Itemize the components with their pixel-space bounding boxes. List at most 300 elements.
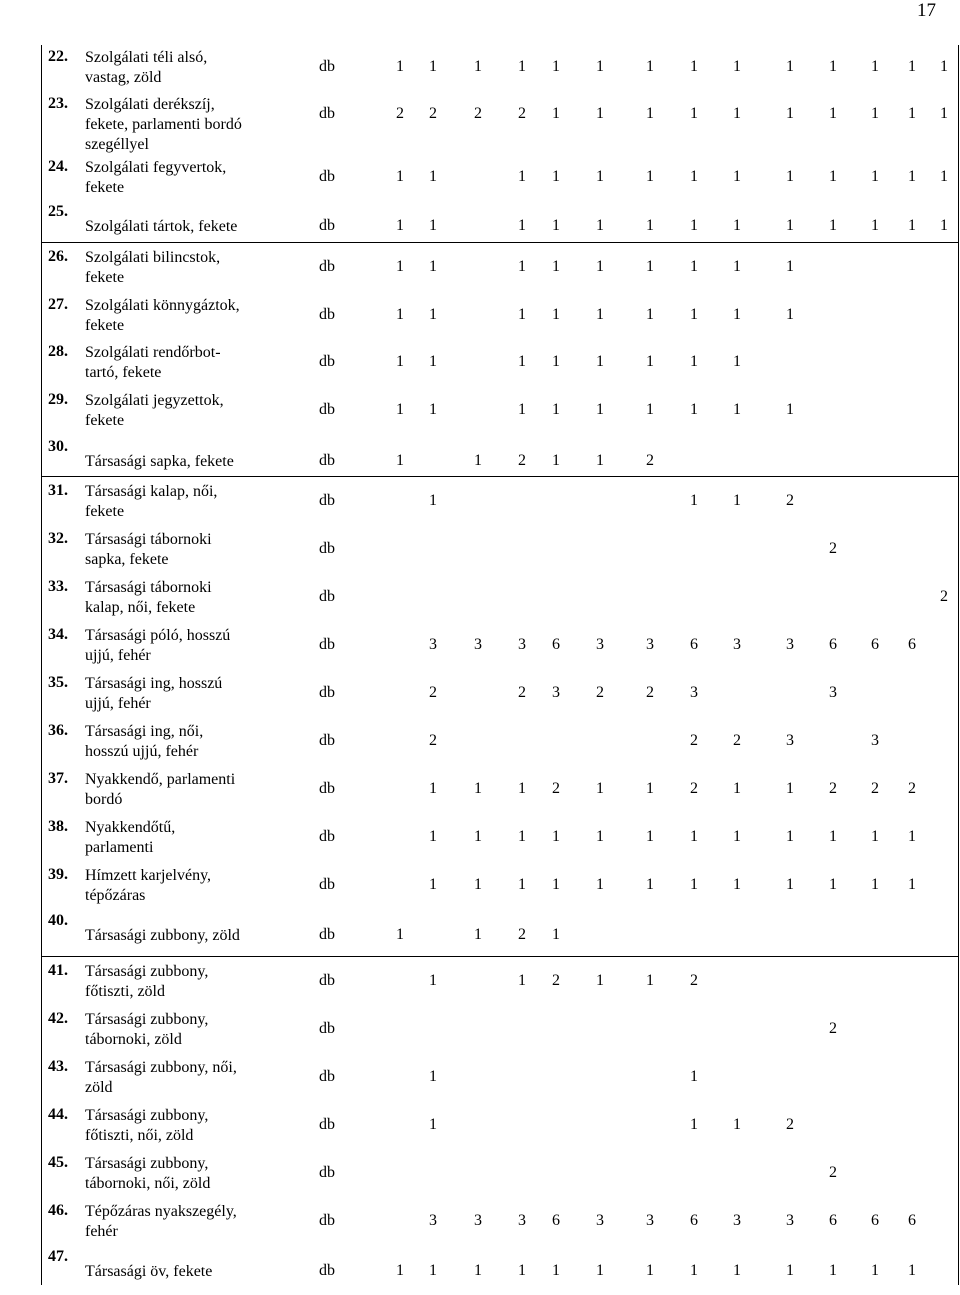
quantity-cell: 1 [733,105,741,122]
quantity-cell: 1 [786,828,794,845]
description-line: szegéllyel [85,136,149,153]
quantity-cell: 3 [518,636,526,653]
quantity-cell: 1 [646,105,654,122]
description-line: ujjú, fehér [85,695,151,712]
quantity-cell: 1 [596,401,604,418]
quantity-cell: 2 [829,540,837,557]
quantity-cell: 1 [518,1262,526,1279]
row-number: 44. [48,1106,68,1123]
quantity-cell: 1 [552,876,560,893]
quantity-cell: 1 [429,258,437,275]
quantity-cell: 1 [690,306,698,323]
quantity-cell: 3 [786,732,794,749]
quantity-cell: 2 [518,926,526,943]
quantity-cell: 3 [596,1212,604,1229]
quantity-cell: 1 [429,828,437,845]
description-line: fekete [85,269,125,286]
quantity-cell: 1 [871,58,879,75]
quantity-cell: 1 [829,876,837,893]
quantity-cell: 1 [646,353,654,370]
quantity-cell: 3 [733,1212,741,1229]
quantity-cell: 1 [908,876,916,893]
quantity-cell: 2 [429,732,437,749]
row-number: 42. [48,1010,68,1027]
description-line: tábornoki, női, zöld [85,1175,211,1192]
unit-label: db [319,1068,335,1085]
row-number: 27. [48,296,68,313]
quantity-cell: 1 [552,105,560,122]
quantity-cell: 1 [518,217,526,234]
quantity-cell: 1 [690,353,698,370]
row-number: 28. [48,343,68,360]
quantity-cell: 1 [429,168,437,185]
unit-label: db [319,828,335,845]
quantity-cell: 2 [552,780,560,797]
description-line: Társasági ing, női, [85,723,204,740]
quantity-cell: 1 [552,306,560,323]
unit-label: db [319,168,335,185]
quantity-cell: 1 [733,1262,741,1279]
quantity-cell: 6 [871,636,879,653]
quantity-cell: 2 [829,1020,837,1037]
item-description [85,866,211,906]
description-line: Társasági öv, fekete [85,1263,213,1280]
quantity-cell: 1 [596,452,604,469]
row-number: 34. [48,626,68,643]
quantity-cell: 1 [518,876,526,893]
quantity-cell: 1 [829,58,837,75]
description-line: tábornoki, zöld [85,1031,182,1048]
item-description [85,1154,210,1194]
quantity-cell: 1 [733,828,741,845]
quantity-cell: 1 [396,452,404,469]
row-number: 35. [48,674,68,691]
quantity-cell: 2 [474,105,482,122]
quantity-cell: 1 [646,1262,654,1279]
quantity-cell: 1 [690,828,698,845]
description-line: Szolgálati jegyzettok, [85,392,224,409]
quantity-cell: 1 [829,168,837,185]
quantity-cell: 1 [829,105,837,122]
quantity-cell: 1 [908,828,916,845]
description-line: zöld [85,1079,113,1096]
quantity-cell: 1 [733,306,741,323]
table-border [958,45,959,1285]
quantity-cell: 1 [596,828,604,845]
quantity-cell: 1 [396,926,404,943]
row-number: 23. [48,95,68,112]
description-line: Nyakkendő, parlamenti [85,771,236,788]
description-line: Szolgálati fegyvertok, [85,159,227,176]
quantity-cell: 1 [474,452,482,469]
quantity-cell: 1 [690,876,698,893]
unit-label: db [319,306,335,323]
quantity-cell: 1 [429,353,437,370]
quantity-cell: 3 [474,636,482,653]
quantity-cell: 3 [786,636,794,653]
unit-label: db [319,780,335,797]
quantity-cell: 1 [733,492,741,509]
quantity-cell: 3 [474,1212,482,1229]
page-number: 17 [917,0,936,21]
quantity-cell: 2 [690,780,698,797]
description-line: parlamenti [85,839,154,856]
quantity-cell: 3 [690,684,698,701]
description-line: Társasági kalap, női, [85,483,218,500]
quantity-cell: 1 [596,105,604,122]
row-number: 25. [48,203,68,220]
quantity-cell: 1 [690,58,698,75]
description-line: Társasági zubbony, női, [85,1059,237,1076]
quantity-cell: 1 [596,972,604,989]
quantity-cell: 1 [596,876,604,893]
unit-label: db [319,732,335,749]
quantity-cell: 1 [786,306,794,323]
description-line: fekete [85,503,125,520]
row-number: 46. [48,1202,68,1219]
quantity-cell: 1 [646,306,654,323]
description-line: főtiszti, női, zöld [85,1127,194,1144]
row-number: 39. [48,866,68,883]
item-description [85,158,226,198]
quantity-cell: 1 [429,306,437,323]
quantity-cell: 3 [429,1212,437,1229]
unit-label: db [319,1212,335,1229]
quantity-cell: 6 [552,636,560,653]
quantity-cell: 1 [552,401,560,418]
quantity-cell: 1 [871,828,879,845]
quantity-cell: 1 [596,58,604,75]
unit-label: db [319,217,335,234]
quantity-cell: 2 [829,1164,837,1181]
quantity-cell: 1 [690,1116,698,1133]
quantity-cell: 1 [552,353,560,370]
quantity-cell: 1 [474,828,482,845]
quantity-cell: 1 [786,258,794,275]
item-description [85,1202,237,1242]
quantity-cell: 1 [646,828,654,845]
quantity-cell: 1 [786,168,794,185]
quantity-cell: 6 [829,1212,837,1229]
description-line: fehér [85,1223,118,1240]
item-description [85,674,222,714]
quantity-cell: 1 [518,353,526,370]
description-line: fekete [85,179,125,196]
quantity-cell: 1 [596,258,604,275]
quantity-cell: 1 [429,1116,437,1133]
quantity-cell: 6 [690,636,698,653]
unit-label: db [319,636,335,653]
quantity-cell: 1 [396,168,404,185]
quantity-cell: 6 [552,1212,560,1229]
row-number: 26. [48,248,68,265]
quantity-cell: 1 [552,452,560,469]
quantity-cell: 3 [518,1212,526,1229]
quantity-cell: 2 [646,452,654,469]
quantity-cell: 1 [871,217,879,234]
quantity-cell: 1 [596,217,604,234]
description-line: Szolgálati téli alsó, [85,49,208,66]
description-line: Társasági sapka, fekete [85,453,234,470]
unit-label: db [319,972,335,989]
description-line: Társasági tábornoki [85,579,212,596]
quantity-cell: 1 [396,58,404,75]
quantity-cell: 2 [829,780,837,797]
quantity-cell: 1 [552,1262,560,1279]
unit-label: db [319,684,335,701]
description-line: hosszú ujjú, fehér [85,743,199,760]
item-description [85,1106,208,1146]
row-number: 45. [48,1154,68,1171]
quantity-cell: 2 [646,684,654,701]
quantity-cell: 1 [429,401,437,418]
quantity-cell: 2 [518,105,526,122]
item-description [85,1262,212,1282]
quantity-cell: 1 [786,58,794,75]
quantity-cell: 1 [908,58,916,75]
block-separator [41,242,959,243]
quantity-cell: 1 [690,105,698,122]
item-description [85,770,235,810]
quantity-cell: 2 [518,452,526,469]
quantity-cell: 2 [786,492,794,509]
quantity-cell: 3 [596,636,604,653]
quantity-cell: 1 [518,780,526,797]
item-description [85,626,230,666]
quantity-cell: 1 [518,58,526,75]
item-description [85,482,217,522]
quantity-cell: 2 [429,684,437,701]
unit-label: db [319,353,335,370]
description-line: Tépőzáras nyakszegély, [85,1203,237,1220]
quantity-cell: 1 [690,1068,698,1085]
description-line: Szolgálati könnygáztok, [85,297,240,314]
quantity-cell: 1 [474,780,482,797]
quantity-cell: 1 [908,105,916,122]
quantity-cell: 1 [786,401,794,418]
quantity-cell: 1 [908,1262,916,1279]
description-line: főtiszti, zöld [85,983,165,1000]
quantity-cell: 1 [646,58,654,75]
quantity-cell: 1 [429,876,437,893]
description-line: Szolgálati tártok, fekete [85,218,238,235]
quantity-cell: 1 [908,168,916,185]
unit-label: db [319,1020,335,1037]
quantity-cell: 1 [474,58,482,75]
table-border [41,45,42,1285]
quantity-cell: 1 [474,1262,482,1279]
item-description [85,217,237,237]
quantity-cell: 1 [733,353,741,370]
item-description [85,452,234,472]
quantity-cell: 1 [552,258,560,275]
unit-label: db [319,588,335,605]
quantity-cell: 1 [733,58,741,75]
unit-label: db [319,876,335,893]
quantity-cell: 1 [518,972,526,989]
description-line: ujjú, fehér [85,647,151,664]
quantity-cell: 2 [429,105,437,122]
quantity-cell: 1 [646,780,654,797]
quantity-cell: 1 [396,1262,404,1279]
quantity-cell: 1 [396,217,404,234]
row-number: 47. [48,1248,68,1265]
unit-label: db [319,401,335,418]
quantity-cell: 1 [596,306,604,323]
row-number: 33. [48,578,68,595]
quantity-cell: 1 [908,217,916,234]
item-description [85,530,212,570]
item-description [85,296,240,336]
item-description [85,926,240,946]
quantity-cell: 6 [871,1212,879,1229]
quantity-cell: 6 [908,636,916,653]
description-line: vastag, zöld [85,69,162,86]
description-line: Szolgálati derékszíj, [85,96,215,113]
quantity-cell: 6 [908,1212,916,1229]
quantity-cell: 1 [871,105,879,122]
row-number: 38. [48,818,68,835]
description-line: Nyakkendőtű, [85,819,176,836]
quantity-cell: 1 [646,401,654,418]
quantity-cell: 1 [871,876,879,893]
quantity-cell: 1 [733,401,741,418]
quantity-cell: 1 [940,105,948,122]
quantity-cell: 1 [646,876,654,893]
quantity-cell: 1 [786,780,794,797]
quantity-cell: 1 [786,1262,794,1279]
description-line: Társasági póló, hosszú [85,627,231,644]
unit-label: db [319,452,335,469]
quantity-cell: 6 [829,636,837,653]
quantity-cell: 1 [733,876,741,893]
quantity-cell: 1 [552,168,560,185]
description-line: tépőzáras [85,887,146,904]
quantity-cell: 1 [429,492,437,509]
quantity-cell: 1 [429,58,437,75]
quantity-cell: 1 [596,780,604,797]
description-line: bordó [85,791,123,808]
unit-label: db [319,540,335,557]
quantity-cell: 2 [596,684,604,701]
item-description [85,248,220,288]
item-description [85,1010,208,1050]
quantity-cell: 1 [829,217,837,234]
description-line: Társasági tábornoki [85,531,212,548]
quantity-cell: 3 [733,636,741,653]
quantity-cell: 1 [690,168,698,185]
quantity-cell: 1 [690,1262,698,1279]
quantity-cell: 1 [690,258,698,275]
quantity-cell: 2 [871,780,879,797]
quantity-cell: 1 [396,306,404,323]
quantity-cell: 1 [518,401,526,418]
quantity-cell: 1 [940,168,948,185]
quantity-cell: 1 [552,926,560,943]
quantity-cell: 2 [518,684,526,701]
description-line: Társasági zubbony, [85,1155,209,1172]
unit-label: db [319,258,335,275]
quantity-cell: 1 [733,168,741,185]
description-line: Szolgálati rendőrbot- [85,344,221,361]
quantity-cell: 1 [474,876,482,893]
item-description [85,722,203,762]
row-number: 41. [48,962,68,979]
description-line: Szolgálati bilincstok, [85,249,221,266]
row-number: 22. [48,48,68,65]
quantity-cell: 2 [786,1116,794,1133]
quantity-cell: 1 [646,168,654,185]
quantity-cell: 1 [690,401,698,418]
description-line: Társasági zubbony, [85,963,209,980]
quantity-cell: 2 [940,588,948,605]
quantity-cell: 2 [908,780,916,797]
quantity-cell: 1 [518,306,526,323]
description-line: Társasági zubbony, [85,1011,209,1028]
quantity-cell: 2 [396,105,404,122]
quantity-cell: 1 [474,926,482,943]
quantity-cell: 1 [518,168,526,185]
quantity-cell: 1 [518,828,526,845]
description-line: fekete [85,317,125,334]
quantity-cell: 2 [733,732,741,749]
quantity-cell: 1 [646,972,654,989]
quantity-cell: 2 [690,732,698,749]
quantity-cell: 1 [829,1262,837,1279]
quantity-cell: 1 [646,217,654,234]
quantity-cell: 1 [829,828,837,845]
quantity-cell: 2 [552,972,560,989]
unit-label: db [319,492,335,509]
description-line: Társasági zubbony, zöld [85,927,240,944]
item-description [85,818,175,858]
row-number: 31. [48,482,68,499]
quantity-cell: 3 [871,732,879,749]
row-number: 29. [48,391,68,408]
description-line: kalap, női, fekete [85,599,196,616]
unit-label: db [319,1262,335,1279]
quantity-cell: 3 [786,1212,794,1229]
unit-label: db [319,1116,335,1133]
item-description [85,962,208,1002]
quantity-cell: 1 [786,217,794,234]
quantity-cell: 1 [733,1116,741,1133]
item-description [85,343,221,383]
description-line: fekete [85,412,125,429]
quantity-cell: 1 [646,258,654,275]
quantity-cell: 1 [396,258,404,275]
quantity-cell: 1 [871,1262,879,1279]
item-description [85,391,224,431]
quantity-cell: 1 [396,353,404,370]
quantity-cell: 1 [871,168,879,185]
quantity-cell: 1 [429,1068,437,1085]
quantity-cell: 1 [596,168,604,185]
row-number: 30. [48,438,68,455]
quantity-cell: 1 [786,876,794,893]
item-description [85,95,242,155]
row-number: 43. [48,1058,68,1075]
quantity-cell: 1 [429,217,437,234]
quantity-cell: 1 [733,258,741,275]
row-number: 40. [48,912,68,929]
quantity-cell: 1 [518,258,526,275]
unit-label: db [319,58,335,75]
row-number: 37. [48,770,68,787]
item-description [85,1058,237,1098]
quantity-cell: 3 [829,684,837,701]
quantity-cell: 1 [596,353,604,370]
